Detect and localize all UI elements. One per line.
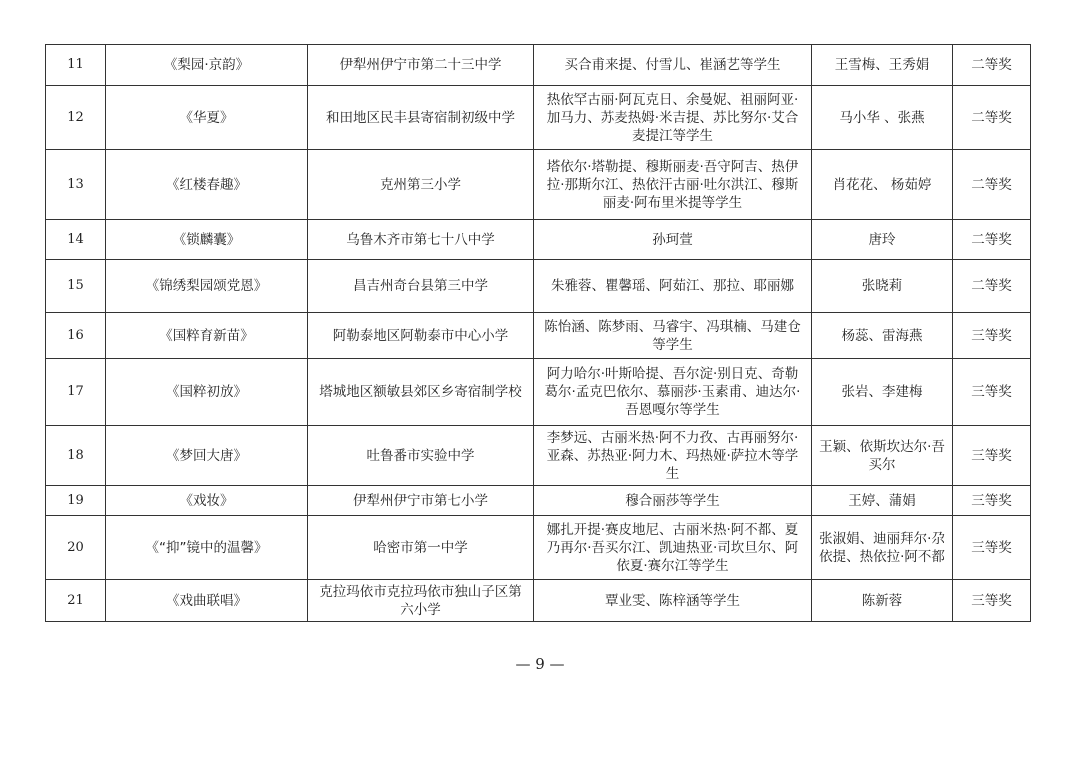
table-row bbox=[46, 220, 1031, 260]
work-title: 《戏曲联唱》 bbox=[106, 580, 308, 622]
work-title: 《红楼春趣》 bbox=[106, 150, 308, 220]
school-name: 哈密市第一中学 bbox=[308, 516, 534, 580]
table-row bbox=[46, 45, 1031, 86]
students: 朱雅蓉、瞿馨瑶、阿茹江、那拉、耶丽娜 bbox=[534, 260, 812, 313]
table-row bbox=[46, 313, 1031, 359]
work-title: 《梨园·京韵》 bbox=[106, 45, 308, 86]
award-level: 三等奖 bbox=[953, 486, 1031, 516]
row-number: 17 bbox=[46, 359, 106, 426]
work-title: 《国粹初放》 bbox=[106, 359, 308, 426]
students: 陈怡涵、陈梦雨、马睿宇、冯琪楠、马建仓等学生 bbox=[534, 313, 812, 359]
award-level: 三等奖 bbox=[953, 516, 1031, 580]
teachers: 马小华 、张燕 bbox=[812, 86, 953, 150]
students: 孙珂萱 bbox=[534, 220, 812, 260]
students: 覃业雯、陈梓涵等学生 bbox=[534, 580, 812, 622]
row-number: 12 bbox=[46, 86, 106, 150]
award-level: 三等奖 bbox=[953, 426, 1031, 486]
work-title: 《戏妆》 bbox=[106, 486, 308, 516]
table-row bbox=[46, 260, 1031, 313]
teachers: 陈新蓉 bbox=[812, 580, 953, 622]
school-name: 阿勒泰地区阿勒泰市中心小学 bbox=[308, 313, 534, 359]
teachers: 肖花花、 杨茹婷 bbox=[812, 150, 953, 220]
teachers: 唐玲 bbox=[812, 220, 953, 260]
students: 买合甫来提、付雪儿、崔涵艺等学生 bbox=[534, 45, 812, 86]
awards-table bbox=[45, 44, 1031, 622]
work-title: 《华夏》 bbox=[106, 86, 308, 150]
award-level: 二等奖 bbox=[953, 86, 1031, 150]
students: 穆合丽莎等学生 bbox=[534, 486, 812, 516]
teachers: 王雪梅、王秀娟 bbox=[812, 45, 953, 86]
school-name: 伊犁州伊宁市第二十三中学 bbox=[308, 45, 534, 86]
teachers: 王颖、依斯坎达尔·吾买尔 bbox=[812, 426, 953, 486]
row-number: 11 bbox=[46, 45, 106, 86]
row-number: 18 bbox=[46, 426, 106, 486]
work-title: 《锦绣梨园颂党恩》 bbox=[106, 260, 308, 313]
page-number: — 9 — bbox=[515, 655, 565, 673]
teachers: 张淑娟、迪丽拜尔·尕依提、热依拉·阿不都 bbox=[812, 516, 953, 580]
students: 娜扎开提·赛皮地尼、古丽米热·阿不都、夏乃再尔·吾买尔江、凯迪热亚·司坎旦尔、阿依夏·赛尔江等学生 bbox=[534, 516, 812, 580]
award-level: 三等奖 bbox=[953, 580, 1031, 622]
school-name: 和田地区民丰县寄宿制初级中学 bbox=[308, 86, 534, 150]
award-level: 三等奖 bbox=[953, 313, 1031, 359]
award-level: 二等奖 bbox=[953, 45, 1031, 86]
table-row bbox=[46, 86, 1031, 150]
school-name: 昌吉州奇台县第三中学 bbox=[308, 260, 534, 313]
work-title: 《梦回大唐》 bbox=[106, 426, 308, 486]
work-title: 《国粹育新苗》 bbox=[106, 313, 308, 359]
table-row bbox=[46, 150, 1031, 220]
award-level: 二等奖 bbox=[953, 260, 1031, 313]
table-row bbox=[46, 580, 1031, 622]
school-name: 吐鲁番市实验中学 bbox=[308, 426, 534, 486]
row-number: 16 bbox=[46, 313, 106, 359]
award-level: 二等奖 bbox=[953, 220, 1031, 260]
teachers: 张晓莉 bbox=[812, 260, 953, 313]
row-number: 21 bbox=[46, 580, 106, 622]
students: 热依罕古丽·阿瓦克日、余曼妮、祖丽阿亚·加马力、苏麦热姆·米吉提、苏比努尔·艾合麦提江等学生 bbox=[534, 86, 812, 150]
row-number: 20 bbox=[46, 516, 106, 580]
row-number: 15 bbox=[46, 260, 106, 313]
table-row bbox=[46, 426, 1031, 486]
work-title: 《锁麟囊》 bbox=[106, 220, 308, 260]
table-row bbox=[46, 486, 1031, 516]
work-title: 《“抑”镜中的温馨》 bbox=[106, 516, 308, 580]
table-row bbox=[46, 359, 1031, 426]
table-row bbox=[46, 516, 1031, 580]
school-name: 塔城地区额敏县郊区乡寄宿制学校 bbox=[308, 359, 534, 426]
row-number: 14 bbox=[46, 220, 106, 260]
school-name: 克拉玛依市克拉玛依市独山子区第六小学 bbox=[308, 580, 534, 622]
teachers: 王婷、蒲娟 bbox=[812, 486, 953, 516]
students: 塔依尔·塔勒提、穆斯丽麦·吾守阿吉、热伊拉·那斯尔江、热依汗古丽·吐尔洪江、穆斯丽麦·阿布里米提等学生 bbox=[534, 150, 812, 220]
teachers: 杨蕊、雷海燕 bbox=[812, 313, 953, 359]
school-name: 乌鲁木齐市第七十八中学 bbox=[308, 220, 534, 260]
students: 阿力哈尔·叶斯哈提、吾尔淀·别日克、奇勒葛尔·孟克巴依尔、慕丽莎·玉素甫、迪达尔·吾恩嘎尔等学生 bbox=[534, 359, 812, 426]
school-name: 克州第三小学 bbox=[308, 150, 534, 220]
award-level: 三等奖 bbox=[953, 359, 1031, 426]
students: 李梦远、古丽米热·阿不力孜、古再丽努尔·亚森、苏热亚·阿力木、玛热娅·萨拉木等学生 bbox=[534, 426, 812, 486]
teachers: 张岩、李建梅 bbox=[812, 359, 953, 426]
row-number: 13 bbox=[46, 150, 106, 220]
award-level: 二等奖 bbox=[953, 150, 1031, 220]
row-number: 19 bbox=[46, 486, 106, 516]
school-name: 伊犁州伊宁市第七小学 bbox=[308, 486, 534, 516]
